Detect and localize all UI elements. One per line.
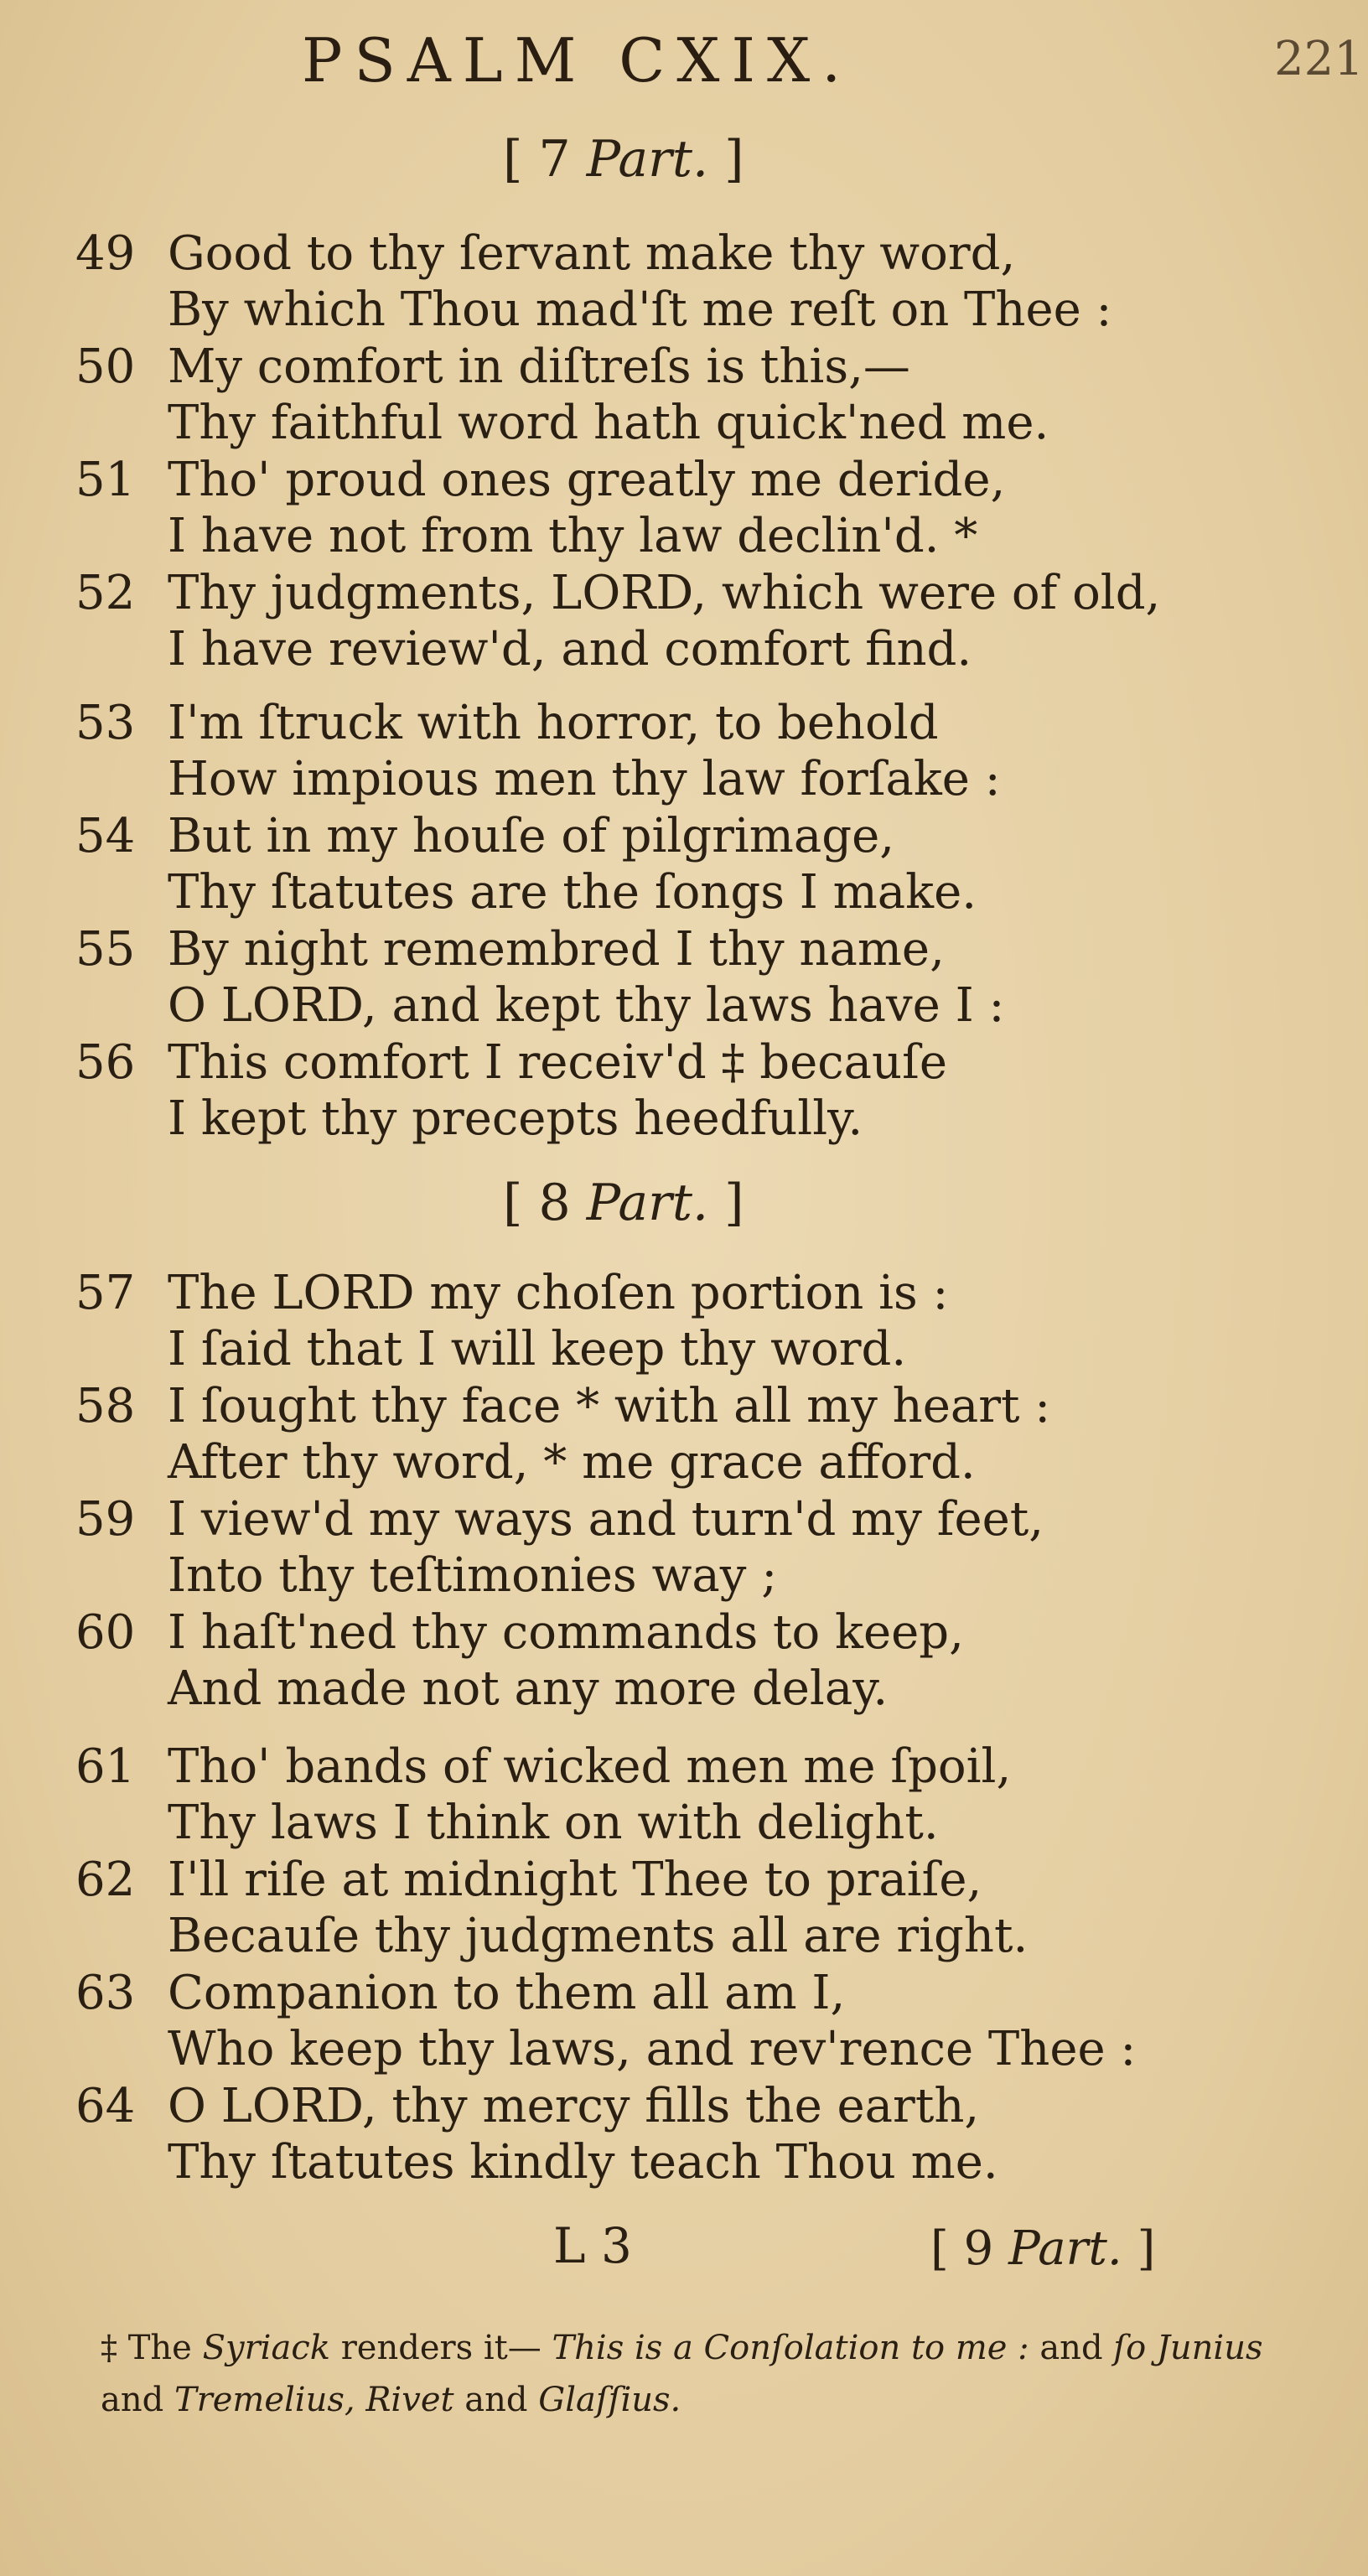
part-heading-word: Part.: [586, 130, 709, 189]
verse-number: 50: [75, 339, 136, 394]
footnote-italic: Tremelius, Rivet: [174, 2381, 454, 2419]
verse-line: I haſt'ned thy commands to keep,: [168, 1605, 964, 1660]
verse-line: I view'd my ways and turn'd my feet,: [168, 1492, 1044, 1547]
part-heading-word: Part.: [586, 1174, 709, 1232]
footnote-italic: ſo Junius: [1113, 2329, 1263, 2367]
verse-line: I kept thy precepts heedfully.: [168, 1091, 863, 1146]
footnote-mark: ‡: [101, 2329, 117, 2367]
verse-number: 51: [75, 453, 136, 507]
part-heading-close: ]: [724, 130, 744, 189]
footnote-italic: Glaſſius.: [538, 2381, 681, 2419]
page-number: 221: [1274, 32, 1364, 86]
verse-number: 60: [75, 1605, 136, 1660]
verse-line: Thy judgments, LORD, which were of old,: [168, 566, 1161, 620]
catchword: [930, 2221, 1155, 2276]
verse-line: Becauſe thy judgments all are right.: [168, 1909, 1029, 1963]
verse-line: Thy ſtatutes are the ſongs I make.: [168, 865, 977, 920]
verse-line: Who keep thy laws, and rev'rence Thee :: [168, 2022, 1137, 2076]
verse-line: I'm ſtruck with horror, to behold: [168, 696, 939, 750]
verse-line: How impious men thy law forſake :: [168, 752, 1001, 806]
running-title: PSALM CXIX.: [302, 25, 853, 96]
verse-line: By which Thou mad'ſt me reſt on Thee :: [168, 282, 1112, 337]
verse-line: Companion to them all am I,: [168, 1966, 846, 2020]
verse-line: I have not from thy law declin'd. *: [168, 509, 978, 563]
verse-number: 56: [75, 1035, 136, 1090]
footnote-text: The: [127, 2329, 192, 2367]
verse-number: 57: [75, 1266, 136, 1320]
verse-line: Into thy teſtimonies way ;: [168, 1548, 778, 1603]
verse-number: 59: [75, 1492, 136, 1547]
part-heading-open: [ 8: [503, 1174, 571, 1232]
footnote-text: and: [1039, 2329, 1103, 2367]
footnote-italic: This is a Conſolation to me :: [552, 2329, 1029, 2367]
verse-number: 53: [75, 696, 136, 750]
part-heading-8: [503, 1174, 744, 1232]
verse-line: I have review'd, and comfort find.: [168, 622, 972, 676]
footnote-italic: Syriack: [202, 2329, 330, 2367]
footnote-text: renders it—: [340, 2329, 542, 2367]
verse-line: Thy faithful word hath quick'ned me.: [168, 396, 1049, 450]
signature-mark: L 3: [553, 2217, 632, 2274]
verse-line: But in my houſe of pilgrimage,: [168, 809, 895, 863]
verse-line: This comfort I receiv'd ‡ becauſe: [168, 1035, 947, 1090]
part-heading-close: ]: [724, 1174, 744, 1232]
catchword-open: [ 9: [930, 2221, 994, 2276]
footnote-text: and: [101, 2381, 164, 2419]
footnote-text: and: [464, 2381, 528, 2419]
verse-number: 64: [75, 2079, 136, 2133]
verse-line: I ſaid that I will keep thy word.: [168, 1322, 907, 1376]
catchword-close: ]: [1137, 2221, 1156, 2276]
verse-line: O LORD, and kept thy laws have I :: [168, 978, 1005, 1033]
verse-line: And made not any more delay.: [168, 1661, 889, 1716]
verse-line: By night remembred I thy name,: [168, 922, 945, 977]
catchword-word: Part.: [1008, 2221, 1122, 2276]
footnote: [101, 2322, 1274, 2426]
verse-line: The LORD my choſen portion is :: [168, 1266, 949, 1320]
part-heading-7: [503, 130, 744, 189]
verse-number: 49: [75, 226, 136, 281]
verse-line: I'll riſe at midnight Thee to praiſe,: [168, 1853, 982, 1907]
verse-number: 62: [75, 1853, 136, 1907]
verse-number: 52: [75, 566, 136, 620]
verse-line: Tho' bands of wicked men me ſpoil,: [168, 1739, 1012, 1794]
verse-number: 54: [75, 809, 136, 863]
page-header: [0, 25, 1368, 101]
verse-line: Thy laws I think on with delight.: [168, 1796, 939, 1850]
verse-line: Good to thy ſervant make thy word,: [168, 226, 1016, 281]
verse-line: After thy word, * me grace afford.: [168, 1435, 976, 1490]
verse-line: Tho' proud ones greatly me deride,: [168, 453, 1006, 507]
verse-line: I ſought thy face * with all my heart :: [168, 1379, 1051, 1433]
verse-number: 58: [75, 1379, 136, 1433]
verse-number: 61: [75, 1739, 136, 1794]
verse-line: Thy ſtatutes kindly teach Thou me.: [168, 2135, 998, 2190]
part-heading-open: [ 7: [503, 130, 571, 189]
verse-line: O LORD, thy mercy fills the earth,: [168, 2079, 980, 2133]
verse-line: My comfort in diſtreſs is this,—: [168, 339, 910, 394]
verse-number: 55: [75, 922, 136, 977]
verse-number: 63: [75, 1966, 136, 2020]
